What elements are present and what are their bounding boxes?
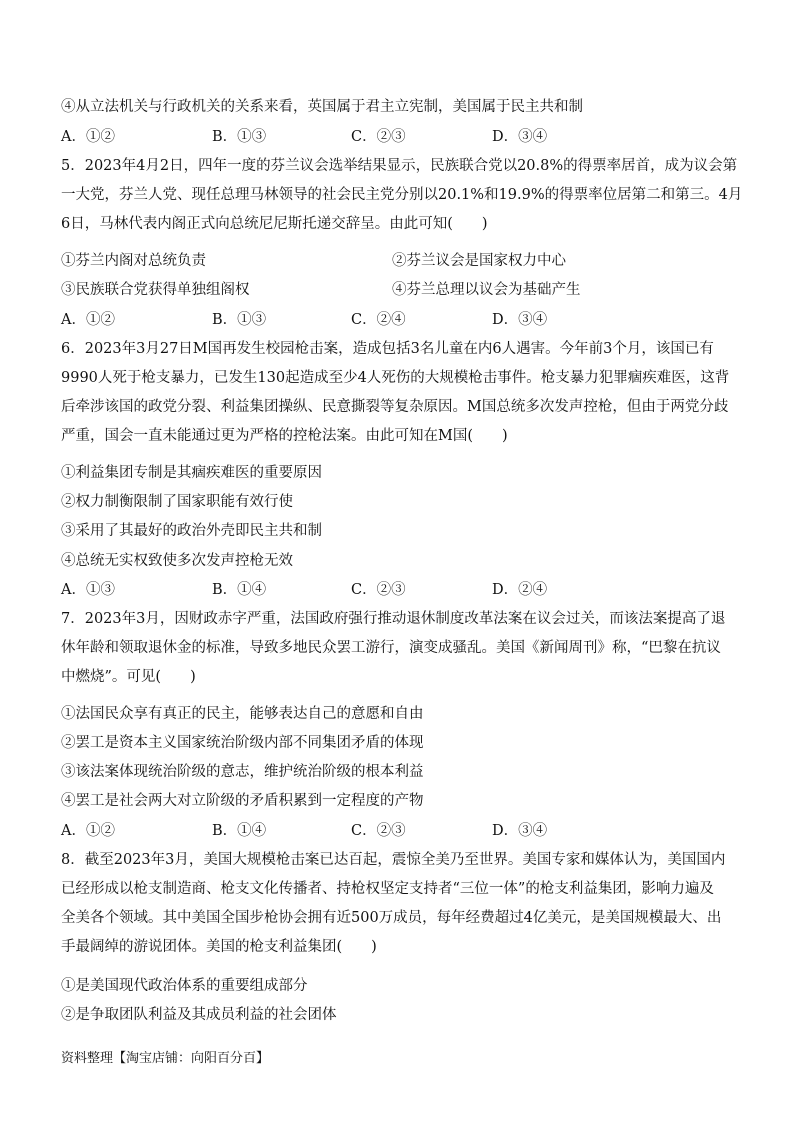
- q5-statement-4: ④芬兰总理以议会为基础产生: [392, 282, 581, 298]
- option-c: C．②③: [351, 582, 406, 598]
- q8-stem-line-2: 已经形成以枪支制造商、枪支文化传播者、持枪权坚定支持者“三位一体”的枪支利益集团，影响力遍及: [61, 881, 714, 897]
- q6-options: [61, 580, 741, 600]
- option-d: D．③④: [492, 129, 548, 145]
- q6-statement-3: ③采用了其最好的政治外壳即民主共和制: [61, 523, 322, 539]
- q5-statement-3: ③民族联合党获得单独组阁权: [61, 282, 250, 298]
- q7-statement-4: ④罢工是社会两大对立阶级的矛盾积累到一定程度的产物: [61, 793, 424, 809]
- q5-stem-line-3: 6日，马林代表内阁正式向总统尼尼斯托递交辞呈。由此可知( ): [61, 216, 488, 232]
- q7-statement-3: ③该法案体现统治阶级的意志，维护统治阶级的根本利益: [61, 764, 424, 780]
- q8-statement-1: ①是美国现代政治体系的重要组成部分: [61, 978, 308, 994]
- option-d: D．③④: [492, 823, 548, 839]
- option-b: B．①③: [212, 129, 267, 145]
- q6-statement-2: ②权力制衡限制了国家职能有效行使: [61, 494, 293, 510]
- option-a: A．①③: [61, 582, 115, 598]
- q6-stem-line-2: 9990人死于枪支暴力，已发生130起造成至少4人死伤的大规模枪击事件。枪支暴力犯罪痼疾难医，这背: [61, 370, 730, 386]
- q6-statement-1: ①利益集团专制是其痼疾难医的重要原因: [61, 465, 322, 481]
- option-a: A．①②: [61, 312, 115, 328]
- q7-statement-2: ②罢工是资本主义国家统治阶级内部不同集团矛盾的体现: [61, 735, 424, 751]
- option-b: B．①④: [212, 823, 267, 839]
- q8-stem-line-1: 8．截至2023年3月，美国大规模枪击案已达百起，震惊全美乃至世界。美国专家和媒体认为，美国国内: [61, 852, 726, 868]
- option-c: C．②④: [351, 312, 406, 328]
- page-footer: 资料整理【淘宝店铺：向阳百分百】: [61, 1051, 270, 1066]
- q6-stem-line-4: 严重，国会一直未能通过更为严格的控枪法案。由此可知在M国( ): [61, 428, 508, 444]
- q8-statement-2: ②是争取团队利益及其成员利益的社会团体: [61, 1007, 337, 1023]
- option-a: A．①②: [61, 823, 115, 839]
- option-d: D．②④: [492, 582, 548, 598]
- option-c: C．②③: [351, 823, 406, 839]
- option-b: B．①③: [212, 312, 267, 328]
- q5-statement-2: ②芬兰议会是国家权力中心: [392, 253, 566, 269]
- option-a: A．①②: [61, 129, 115, 145]
- q6-stem-line-1: 6．2023年3月27日M国再发生校园枪击案，造成包括3名儿童在内6人遇害。今年前3个月，该国已有: [61, 341, 714, 357]
- q4-statement-4: ④从立法机关与行政机关的关系来看，英国属于君主立宪制，美国属于民主共和制: [61, 99, 583, 115]
- q8-stem-line-4: 手最阔绰的游说团体。美国的枪支利益集团( ): [61, 939, 377, 955]
- q8-stem-line-3: 全美各个领域。其中美国全国步枪协会拥有近500万成员，每年经费超过4亿美元，是美国规模最大、出: [61, 910, 722, 926]
- q7-options: [61, 821, 741, 841]
- q6-stem-line-3: 后牵涉该国的政党分裂、利益集团操纵、民意撕裂等复杂原因。M国总统多次发声控枪，但由于两党分歧: [61, 399, 729, 415]
- q7-statement-1: ①法国民众享有真正的民主，能够表达自己的意愿和自由: [61, 706, 424, 722]
- q5-stem-line-1: 5．2023年4月2日，四年一度的芬兰议会选举结果显示，民族联合党以20.8%的得票率居首，成为议会第: [61, 158, 738, 174]
- q4-options: [61, 127, 741, 147]
- q5-statement-1: ①芬兰内阁对总统负责: [61, 253, 206, 269]
- q6-statement-4: ④总统无实权致使多次发声控枪无效: [61, 553, 293, 569]
- option-d: D．③④: [492, 312, 548, 328]
- option-b: B．①④: [212, 582, 267, 598]
- option-c: C．②③: [351, 129, 406, 145]
- q5-options: [61, 310, 741, 330]
- q5-stem-line-2: 一大党，芬兰人党、现任总理马林领导的社会民主党分别以20.1%和19.9%的得票率位居第二和第三。4月: [61, 187, 743, 203]
- q7-stem-line-2: 休年龄和领取退休金的标准，导致多地民众罢工游行，演变成骚乱。美国《新闻周刊》称，“巴黎在抗议: [61, 640, 721, 656]
- q7-stem-line-1: 7．2023年3月，因财政赤字严重，法国政府强行推动退休制度改革法案在议会过关，而该法案提高了退: [61, 611, 726, 627]
- q7-stem-line-3: 中燃烧”。可见( ): [61, 669, 196, 685]
